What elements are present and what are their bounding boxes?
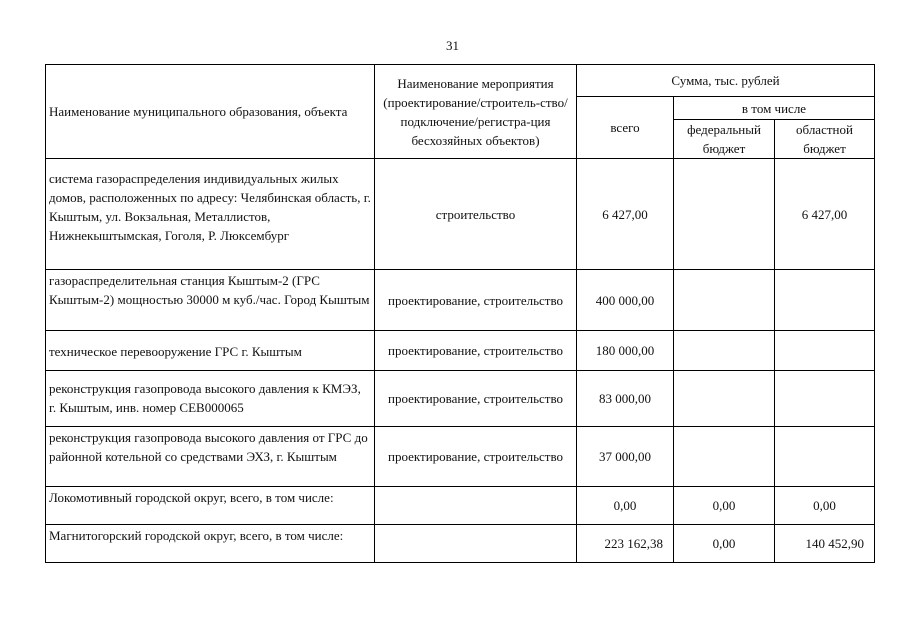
row-federal	[674, 159, 775, 270]
header-name-column: Наименование муниципального образования, объекта	[46, 65, 375, 159]
row-event: проектирование, строительство	[375, 270, 577, 331]
row-total: 37 000,00	[577, 427, 674, 487]
row-regional	[775, 331, 875, 371]
row-total: 0,00	[577, 487, 674, 525]
row-event: проектирование, строительство	[375, 427, 577, 487]
row-federal: 0,00	[674, 525, 775, 563]
row-total: 6 427,00	[577, 159, 674, 270]
header-federal-column: федеральный бюджет	[674, 120, 775, 159]
row-event: проектирование, строительство	[375, 331, 577, 371]
table-row	[46, 371, 875, 427]
row-event: строительство	[375, 159, 577, 270]
row-name: система газораспределения индивидуальных жилых домов, расположенных по адресу: Челябинская область, г. Кыштым, ул. Вокзальная, Металлистов, Нижнекыштымская, Гоголя, Р. Люксембург	[46, 159, 375, 270]
table-row	[46, 525, 875, 563]
row-regional: 6 427,00	[775, 159, 875, 270]
row-name: Магнитогорский городской округ, всего, в том числе:	[46, 525, 375, 563]
row-name: реконструкция газопровода высокого давления от ГРС до районной котельной со средствами ЭХЗ, г. Кыштым	[46, 427, 375, 487]
row-total: 180 000,00	[577, 331, 674, 371]
row-total: 400 000,00	[577, 270, 674, 331]
row-name: реконструкция газопровода высокого давления к КМЭЗ, г. Кыштым, инв. номер СЕВ000065	[46, 371, 375, 427]
row-event	[375, 487, 577, 525]
table-row	[46, 331, 875, 371]
header-regional-column: областной бюджет	[775, 120, 875, 159]
row-federal	[674, 331, 775, 371]
page-number: 31	[446, 38, 459, 53]
row-federal: 0,00	[674, 487, 775, 525]
table-row	[46, 487, 875, 525]
row-total: 223 162,38	[577, 525, 674, 563]
row-regional	[775, 427, 875, 487]
row-total: 83 000,00	[577, 371, 674, 427]
row-federal	[674, 371, 775, 427]
table-row	[46, 270, 875, 331]
row-name: техническое перевооружение ГРС г. Кыштым	[46, 331, 375, 371]
header-sum-column: Сумма, тыс. рублей	[577, 65, 875, 97]
row-regional	[775, 371, 875, 427]
row-regional: 140 452,90	[775, 525, 875, 563]
row-regional	[775, 270, 875, 331]
row-regional: 0,00	[775, 487, 875, 525]
row-name: газораспределительная станция Кыштым-2 (ГРС Кыштым-2) мощностью 30000 м куб./час. Город Кыштым	[46, 270, 375, 331]
table-row	[46, 427, 875, 487]
row-federal	[674, 427, 775, 487]
budget-table	[45, 64, 875, 563]
table-row	[46, 159, 875, 270]
row-name: Локомотивный городской округ, всего, в том числе:	[46, 487, 375, 525]
header-including-column: в том числе	[674, 97, 875, 120]
row-event	[375, 525, 577, 563]
row-event: проектирование, строительство	[375, 371, 577, 427]
header-event-column: Наименование мероприятия (проектирование/строитель-ство/подключение/регистра-ция бесхозяйных объектов)	[375, 65, 577, 159]
row-federal	[674, 270, 775, 331]
header-total-column: всего	[577, 97, 674, 159]
